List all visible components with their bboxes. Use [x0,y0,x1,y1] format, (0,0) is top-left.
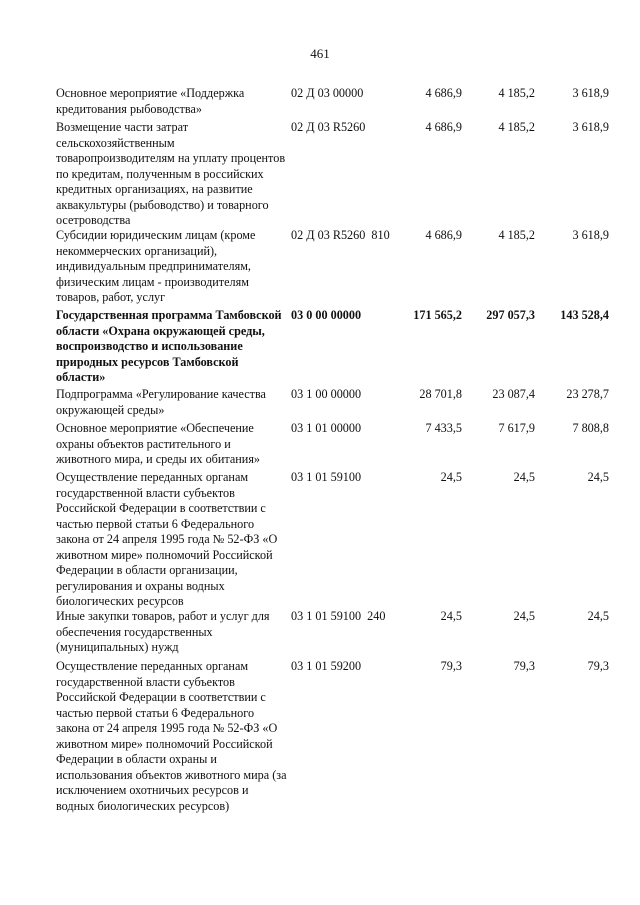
row-value-1: 24,5 [440,470,462,484]
row-value-3: 7 808,8 [572,421,609,435]
row-value-1: 4 686,9 [425,120,462,134]
row-value-2: 4 185,2 [498,86,535,100]
row-value-3: 3 618,9 [572,120,609,134]
row-value-1: 28 701,8 [419,387,462,401]
row-value-3: 24,5 [587,609,609,623]
row-value-1: 7 433,5 [425,421,462,435]
row-name: Возмещение части затрат сельскохозяйственным товаропроизводителям на уплату процентов по кредитам, полученным в российских кредитных организациях, на развитие аквакультуры (рыбоводство) и товарного осетроводства [56,120,286,227]
row-value-2: 23 087,4 [492,387,535,401]
row-name: Осуществление переданных органам государственной власти субъектов Российской Федерации в соответствии с частью первой статьи 6 Федерального закона от 24 апреля 1995 года № 52-ФЗ «О животном мире» полномочий Российской Федерации в области охраны и использования объектов животного мира (за исключением охотничьих ресурсов и водных биологических ресурсов) [56,659,287,813]
row-value-3: 23 278,7 [566,387,609,401]
row-code: 03 1 01 00000 [291,421,362,435]
row-value-3: 3 618,9 [572,86,609,100]
row-code: 03 1 00 00000 [291,387,362,401]
row-value-2: 4 185,2 [498,228,535,242]
row-name: Подпрограмма «Регулирование качества окружающей среды» [56,387,266,417]
row-name: Основное мероприятие «Обеспечение охраны объектов растительного и животного мира, и среды их обитания» [56,421,261,466]
row-name: Субсидии юридическим лицам (кроме некоммерческих организаций), индивидуальным предпринимателям, физическим лицам - производителям товаров, работ, услуг [56,228,256,304]
row-code: 03 0 00 00000 [291,308,362,322]
row-value-1: 4 686,9 [425,86,462,100]
row-code: 02 Д 03 R5260 [291,120,366,134]
row-value-2: 7 617,9 [498,421,535,435]
row-value-1: 171 565,2 [413,308,462,322]
row-value-2: 297 057,3 [486,308,535,322]
row-value-3: 143 528,4 [560,308,609,322]
row-name: Иные закупки товаров, работ и услуг для обеспечения государственных (муниципальных) нужд [56,609,270,654]
row-code: 03 1 01 59200 [291,659,362,673]
row-value-2: 79,3 [513,659,535,673]
row-value-3: 24,5 [587,470,609,484]
row-value-2: 4 185,2 [498,120,535,134]
row-value-1: 24,5 [440,609,462,623]
row-name: Государственная программа Тамбовской области «Охрана окружающей среды, воспроизводство и использование природных ресурсов Тамбовской области» [56,308,282,384]
row-name: Основное мероприятие «Поддержка кредитования рыбоводства» [56,86,245,116]
row-value-2: 24,5 [513,609,535,623]
row-code: 03 1 01 59100 240 [291,609,386,623]
row-code: 02 Д 03 R5260 810 [291,228,390,242]
row-value-1: 79,3 [440,659,462,673]
row-value-2: 24,5 [513,470,535,484]
row-value-3: 3 618,9 [572,228,609,242]
row-value-3: 79,3 [587,659,609,673]
row-code: 02 Д 03 00000 [291,86,364,100]
page-number: 461 [310,46,330,61]
row-value-1: 4 686,9 [425,228,462,242]
row-name: Осуществление переданных органам государственной власти субъектов Российской Федерации в соответствии с частью первой статьи 6 Федерального закона от 24 апреля 1995 года № 52-ФЗ «О животном мире» полномочий Российской Федерации в области организации, регулирования и охраны водных биологических ресурсов [56,470,278,608]
row-code: 03 1 01 59100 [291,470,362,484]
